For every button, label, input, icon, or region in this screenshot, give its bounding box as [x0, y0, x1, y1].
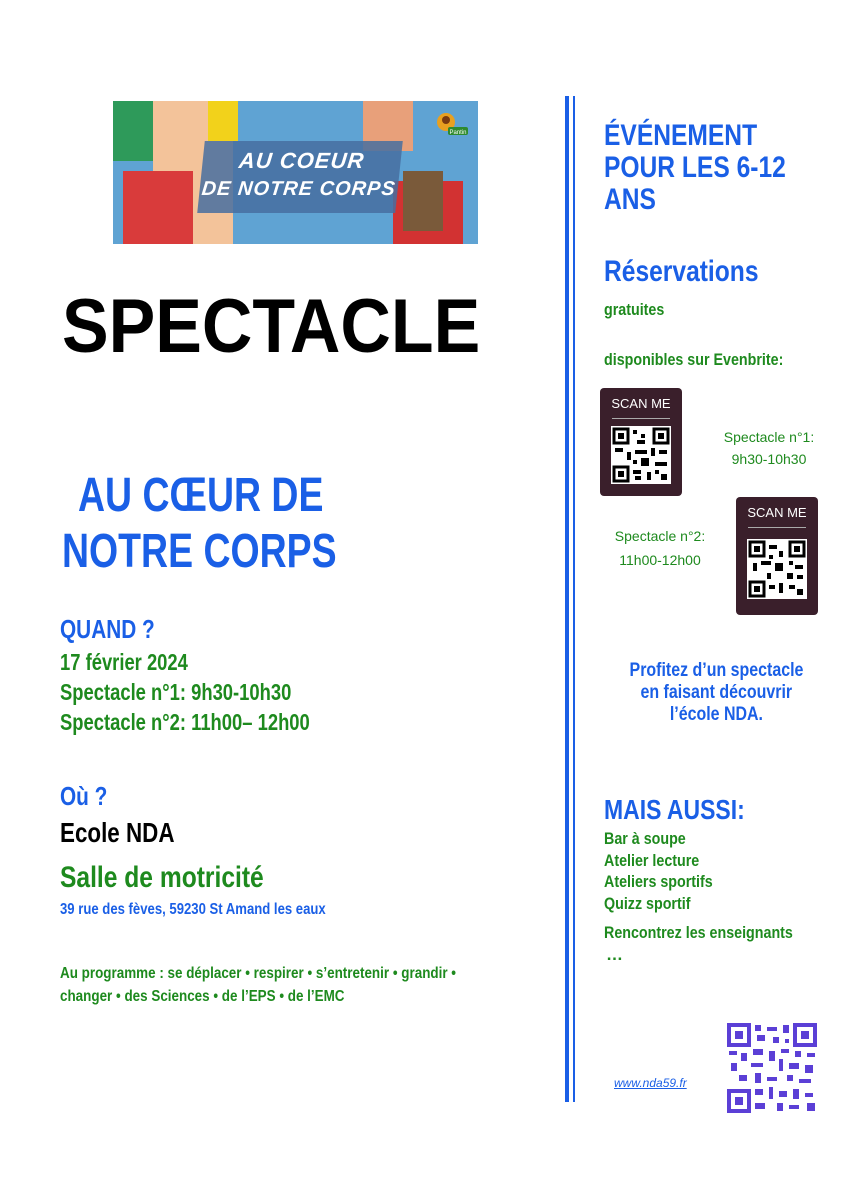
reservations-label: Réservations: [604, 255, 759, 288]
list-item: Quizz sportif: [604, 893, 691, 913]
vertical-divider-thin: [573, 96, 575, 1102]
list-item: Ateliers sportifs: [604, 872, 713, 891]
headline: SPECTACLE: [62, 284, 481, 369]
qr-pattern-icon: [611, 426, 671, 484]
svg-text:Pantin: Pantin: [449, 130, 467, 136]
show-title-line2: NOTRE CORPS: [62, 525, 337, 578]
when-label: QUAND ?: [60, 614, 155, 644]
website-qr-code[interactable]: [727, 1023, 817, 1113]
vertical-divider: [565, 96, 569, 1102]
profit-text: Profitez d’un spectacle en faisant découvrir l’école NDA.: [629, 660, 803, 725]
banner-title: AU COEUR DE NOTRE CORPS: [197, 141, 403, 213]
pantin-logo: [434, 107, 468, 137]
banner-image: [113, 101, 478, 244]
qr1-label: Spectacle n°1: 9h30-10h30: [723, 429, 815, 467]
list-item: Atelier lecture: [604, 850, 700, 870]
also-list: [604, 828, 733, 914]
room: Salle de motricité: [60, 861, 264, 894]
ellipsis: …: [606, 945, 623, 964]
address: 39 rue des fèves, 59230 St Amand les eaux: [60, 901, 326, 918]
qr-code-show2[interactable]: SCAN ME: [736, 497, 818, 615]
where-label: Où ?: [60, 781, 108, 811]
qr2-label: Spectacle n°2: 11h00-12h00: [614, 528, 706, 568]
website-link-wrap: [614, 1074, 687, 1092]
free-label: gratuites: [604, 300, 665, 319]
website-link[interactable]: www.nda59.fr: [614, 1076, 687, 1090]
program-line1: Au programme : se déplacer • respirer • s’entretenir • grandir •: [60, 965, 457, 982]
show1-time: Spectacle n°1: 9h30-10h30: [60, 679, 292, 705]
qr-pattern-icon: [727, 1023, 817, 1113]
list-item: Bar à soupe: [604, 829, 686, 848]
venue: Ecole NDA: [60, 817, 175, 848]
available-label: disponibles sur Evenbrite:: [604, 350, 784, 369]
also-label: MAIS AUSSI:: [604, 794, 745, 825]
event-heading: ÉVÉNEMENT POUR LES 6-12 ANS: [604, 119, 786, 216]
show2-time: Spectacle n°2: 11h00– 12h00: [60, 709, 310, 735]
qr-code-show1[interactable]: SCAN ME: [600, 388, 682, 496]
qr-pattern-icon: [747, 539, 807, 599]
show-title-line1: AU CŒUR DE: [78, 469, 324, 522]
meet-teachers: Rencontrez les enseignants: [604, 923, 793, 942]
program-line2: changer • des Sciences • de l’EPS • de l’EMC: [60, 988, 345, 1005]
date: 17 février 2024: [60, 649, 188, 675]
